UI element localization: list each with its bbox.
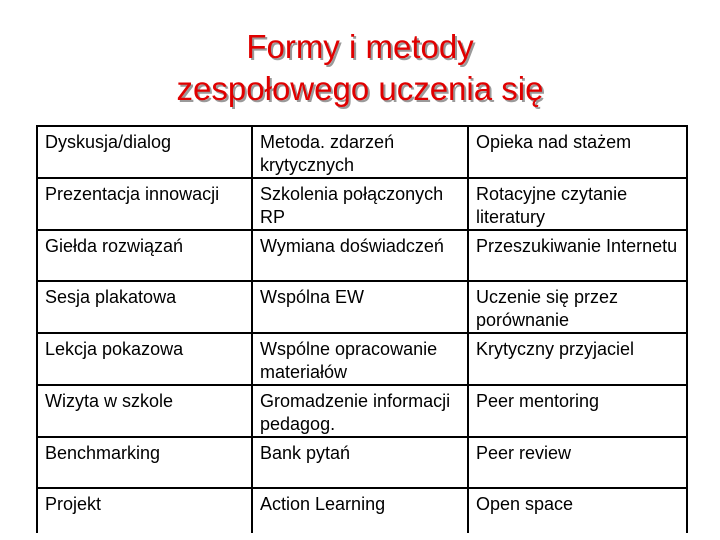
table-cell: Wspólne opracowanie materiałów xyxy=(252,333,468,385)
table-cell: Open space xyxy=(468,488,687,533)
table-row xyxy=(37,178,687,230)
table-cell: Sesja plakatowa xyxy=(37,281,252,333)
methods-table xyxy=(36,125,688,533)
table-cell: Szkolenia połączonych RP xyxy=(252,178,468,230)
table-cell: Wspólna EW xyxy=(252,281,468,333)
table-cell: Giełda rozwiązań xyxy=(37,230,252,281)
table-row xyxy=(37,230,687,281)
table-cell: Bank pytań xyxy=(252,437,468,488)
table-row xyxy=(37,488,687,533)
table-cell: Peer mentoring xyxy=(468,385,687,437)
table-cell: Prezentacja innowacji xyxy=(37,178,252,230)
title-line-1: Formy i metody xyxy=(246,28,474,65)
table-cell: Lekcja pokazowa xyxy=(37,333,252,385)
table-cell: Projekt xyxy=(37,488,252,533)
table-cell: Krytyczny przyjaciel xyxy=(468,333,687,385)
table-cell: Peer review xyxy=(468,437,687,488)
table-cell: Przeszukiwanie Internetu xyxy=(468,230,687,281)
table-cell: Benchmarking xyxy=(37,437,252,488)
table-row xyxy=(37,385,687,437)
table-row xyxy=(37,281,687,333)
table-cell: Wymiana doświadczeń xyxy=(252,230,468,281)
table-cell: Rotacyjne czytanie literatury xyxy=(468,178,687,230)
table-cell: Dyskusja/dialog xyxy=(37,126,252,178)
table-row xyxy=(37,437,687,488)
table-cell: Metoda. zdarzeń krytycznych xyxy=(252,126,468,178)
table-row xyxy=(37,126,687,178)
table-cell: Opieka nad stażem xyxy=(468,126,687,178)
table-row xyxy=(37,333,687,385)
table-cell: Uczenie się przez porównanie xyxy=(468,281,687,333)
title-line-2: zespołowego uczenia się xyxy=(176,70,544,107)
slide-title xyxy=(0,26,720,110)
table-cell: Gromadzenie informacji pedagog. xyxy=(252,385,468,437)
table-cell: Action Learning xyxy=(252,488,468,533)
table-cell: Wizyta w szkole xyxy=(37,385,252,437)
